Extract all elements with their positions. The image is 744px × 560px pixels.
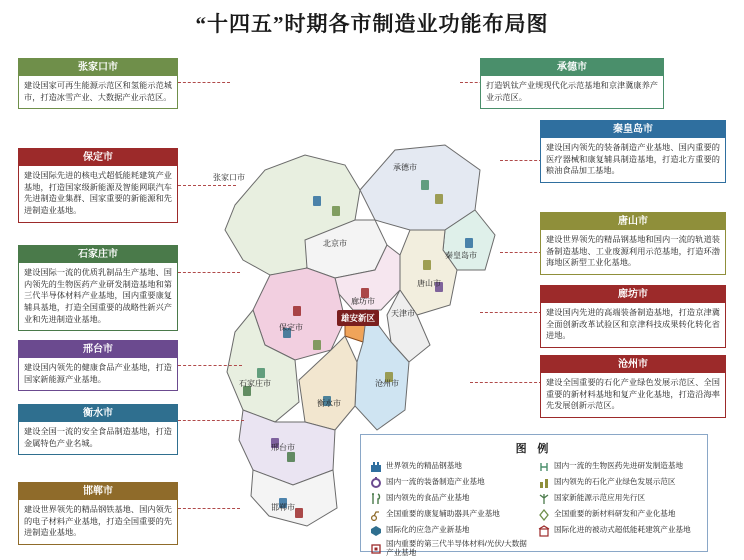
legend-label: 国内一流的装备制造产业基地 (386, 477, 485, 487)
callout-shijiazhuang[interactable] (18, 245, 178, 331)
legend-label: 国际化进的被动式超低能耗建筑产业基地 (554, 525, 691, 535)
city-label-tianjin: 天津市 (391, 309, 415, 318)
legend-panel (360, 434, 708, 557)
legend-item (537, 508, 699, 521)
callout-tangshan[interactable] (540, 212, 726, 275)
city-label-langfang: 廊坊市 (351, 297, 375, 306)
steel-icon (369, 460, 382, 473)
leader-hengshui (178, 420, 244, 421)
legend-item (369, 508, 531, 521)
callout-header-handan: 邯郸市 (19, 483, 177, 500)
rehab-icon (369, 508, 382, 521)
city-label-shijiazhuang: 石家庄市 (239, 379, 271, 388)
callout-chengde[interactable] (480, 58, 664, 109)
newmaterial-icon (537, 508, 550, 521)
leader-qinhuangdao (500, 160, 542, 161)
city-label-xingtai: 邢台市 (271, 443, 295, 452)
legend-item (369, 524, 531, 537)
legend-item (537, 476, 699, 489)
legend-item (369, 492, 531, 505)
petrochem-icon (537, 476, 550, 489)
callout-header-chengde: 承德市 (481, 59, 663, 76)
callout-body-shijiazhuang: 建设国际一流的优质乳制品生产基地、国内领先的生物医药产业研发制造基地和第三代半导体材料产业基地，国内重要康复辅具基地，打造全国重要的战略性新兴产业和先进制造业基地。 (24, 268, 172, 324)
leader-langfang (480, 312, 542, 313)
callout-body-handan: 建设世界领先的精品钢铁基地、国内领先的电子材料产业基地，打造全国重要的先进制造业基地。 (24, 505, 172, 538)
leader-baoding (178, 185, 236, 186)
legend-label: 国内一流的生物医药先进研发制造基地 (554, 461, 684, 471)
callout-xingtai[interactable] (18, 340, 178, 391)
leader-shijiazhuang (178, 272, 240, 273)
city-label-tangshan: 唐山市 (417, 279, 441, 288)
callout-hengshui[interactable] (18, 404, 178, 455)
legend-label: 全国重要的康复辅助器具产业基地 (386, 509, 500, 519)
callout-qinhuangdao[interactable] (540, 120, 726, 183)
biomed-icon (537, 460, 550, 473)
city-label-beijing: 北京市 (323, 239, 347, 248)
callout-header-hengshui: 衡水市 (19, 405, 177, 422)
legend-item (537, 460, 699, 473)
leader-zhangjiakou (178, 82, 230, 83)
semiconductor-icon (369, 542, 382, 555)
city-label-hengshui: 衡水市 (317, 399, 341, 408)
leader-tangshan (500, 252, 542, 253)
legend-column-right (537, 460, 699, 560)
city-label-chengde: 承德市 (393, 163, 417, 172)
legend-item (369, 540, 531, 557)
legend-item (369, 476, 531, 489)
legend-label: 国家新能源示范应用先行区 (554, 493, 646, 503)
legend-item (369, 460, 531, 473)
city-label-handan: 邯郸市 (271, 503, 295, 512)
callout-baoding[interactable] (18, 148, 178, 223)
callout-header-cangzhou: 沧州市 (541, 356, 725, 373)
legend-label: 国内领先的食品产业基地 (386, 493, 470, 503)
leader-xingtai (178, 365, 242, 366)
region-chengde (360, 145, 480, 230)
callout-header-langfang: 廊坊市 (541, 286, 725, 303)
callout-header-zhangjiakou: 张家口市 (19, 59, 177, 76)
callout-zhangjiakou[interactable] (18, 58, 178, 109)
legend-item (537, 492, 699, 505)
callout-langfang[interactable] (540, 285, 726, 348)
callout-body-tangshan: 建设世界领先的精品钢基地和国内一流的轨道装备制造基地、工业废源利用示范基地，打造环渤海地区新型工业化基地。 (546, 235, 720, 268)
legend-label: 国内领先的石化产业绿色发展示范区 (554, 477, 676, 487)
city-label-cangzhou: 沧州市 (375, 379, 399, 388)
xiongan-new-area-label: 雄安新区 (337, 310, 379, 326)
building-icon (537, 524, 550, 537)
callout-body-hengshui: 建设全国一流的安全食品制造基地，打造金属特色产业名城。 (24, 427, 172, 448)
legend-label: 世界领先的精品钢基地 (386, 461, 462, 471)
callout-header-shijiazhuang: 石家庄市 (19, 246, 177, 263)
callout-body-cangzhou: 建设全国重要的石化产业绿色发展示范区、全国重要的新材料基地和复产业化基地，打造沿海率先发展创新示范区。 (546, 378, 720, 411)
equipment-icon (369, 476, 382, 489)
callout-header-tangshan: 唐山市 (541, 213, 725, 230)
legend-label: 国际化的应急产业新基地 (386, 525, 470, 535)
callout-body-qinhuangdao: 建设国内领先的装备制造产业基地、国内重要的医疗器械和康复辅具制造基地，打造北方重要的粮油食品加工基地。 (546, 143, 720, 176)
response-icon (369, 524, 382, 537)
callout-header-xingtai: 邢台市 (19, 341, 177, 358)
leader-cangzhou (470, 382, 542, 383)
callout-body-baoding: 建设国际先进的核电式超低能耗建筑产业基地，打造国家级新能源及智能网联汽车先进制造业集群、国家重要的新能源和先进制造业基地。 (24, 171, 172, 215)
city-label-zhangjiakou: 张家口市 (213, 173, 245, 182)
callout-cangzhou[interactable] (540, 355, 726, 418)
callout-header-baoding: 保定市 (19, 149, 177, 166)
callout-body-langfang: 建设国内先进的高端装备制造基地，打造京津冀全面创新改革试验区和京津科技成果转化转化省进地。 (546, 308, 720, 341)
legend-title: 图 例 (515, 443, 553, 455)
legend-item (537, 524, 699, 537)
legend-column-left (369, 460, 531, 560)
legend-label: 国内重要的第三代半导体材料/光伏/大数据产业基地 (386, 539, 527, 557)
leader-handan (178, 508, 240, 509)
city-label-qinhuangdao: 秦皇岛市 (445, 251, 477, 260)
legend-label: 全国重要的新材料研发和产业化基地 (554, 509, 676, 519)
callout-body-xingtai: 建设国内领先的健康食品产业基地，打造国家新能源产业基地。 (24, 363, 172, 384)
page-title: “十四五”时期各市制造业功能布局图 (195, 12, 549, 36)
callout-header-qinhuangdao: 秦皇岛市 (541, 121, 725, 138)
callout-body-zhangjiakou: 建设国家可再生能源示范区和氢能示范城市，打造冰雪产业、大数据产业示范区。 (24, 81, 172, 102)
city-label-baoding: 保定市 (279, 323, 303, 332)
callout-handan[interactable] (18, 482, 178, 545)
food-icon (369, 492, 382, 505)
energy-icon (537, 492, 550, 505)
callout-body-chengde: 打造钒钛产业规现代化示范基地和京津冀康养产业示范区。 (486, 81, 658, 102)
